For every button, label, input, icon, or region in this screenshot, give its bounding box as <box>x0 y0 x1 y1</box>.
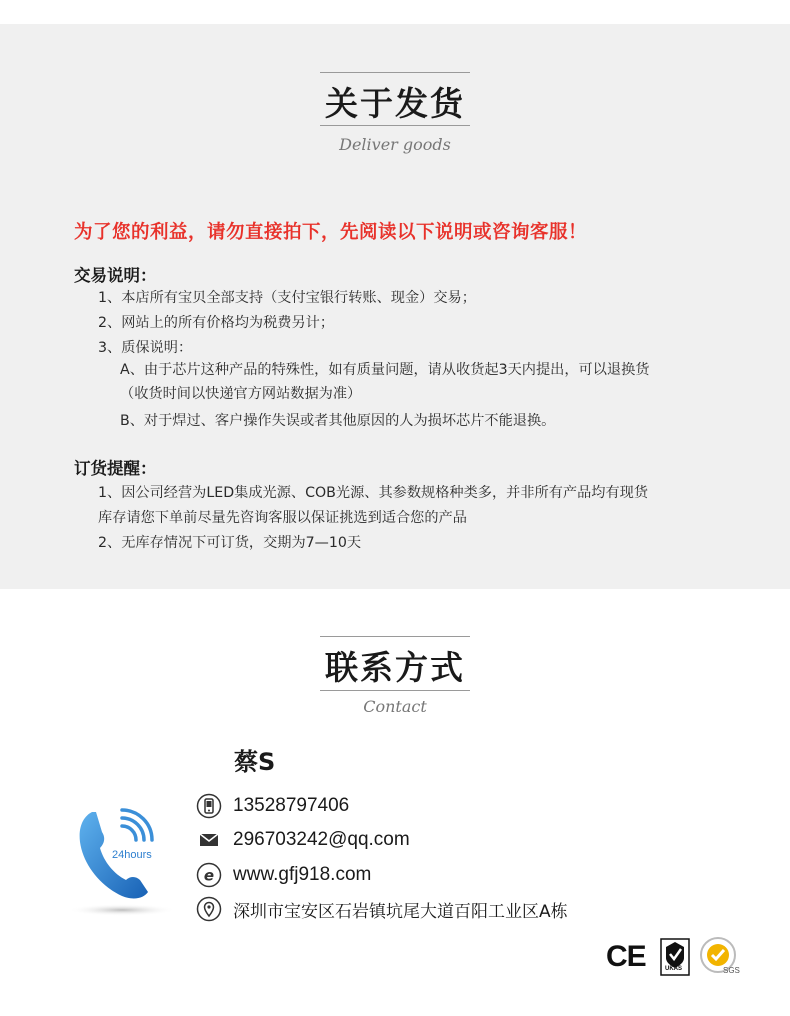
email-address[interactable]: 296703242@qq.com <box>233 829 410 850</box>
ce-mark-text: CE <box>606 940 646 973</box>
shipping-subtitle-block <box>0 135 790 154</box>
envelope-icon <box>196 827 222 853</box>
mobile-phone-icon <box>196 793 222 819</box>
phone-24hours-logo <box>64 800 174 925</box>
ukas-mark-text: UKAS <box>665 966 683 972</box>
contact-subtitle: Contact <box>363 697 427 716</box>
ce-mark <box>606 940 646 974</box>
warranty-line: B、对于焊过、客户操作失误或者其他原因的人为损坏芯片不能退换。 <box>120 413 556 429</box>
trade-item: 3、质保说明： <box>98 340 193 356</box>
location-pin-icon <box>196 896 222 922</box>
website-url[interactable]: www.gfj918.com <box>233 864 372 885</box>
contact-title: 联系方式 <box>325 648 465 687</box>
warning-notice: 为了您的利益，请勿直接拍下，先阅读以下说明或咨询客服！ <box>74 222 588 243</box>
web-e-icon <box>196 862 222 888</box>
contact-subtitle-block <box>0 697 790 716</box>
contact-divider-top <box>320 636 470 637</box>
contact-row-address <box>196 895 568 923</box>
svg-text:e: e <box>203 866 215 885</box>
ukas-mark <box>660 938 690 980</box>
contact-name: 蔡S <box>234 748 276 776</box>
sgs-mark-text: SGS <box>723 966 740 975</box>
shipping-title: 关于发货 <box>325 84 465 123</box>
top-white-strip <box>0 0 790 24</box>
order-item: 1、因公司经营为LED集成光源、COB光源、其参数规格种类多，并非所有产品均有现货 <box>98 485 649 501</box>
title-divider-top <box>320 72 470 73</box>
trade-item: 2、网站上的所有价格均为税费另计； <box>98 315 335 331</box>
contact-row-phone <box>196 792 349 820</box>
order-heading: 订货提醒： <box>74 459 157 478</box>
warranty-line: （收货时间以快递官方网站数据为准） <box>120 386 362 402</box>
order-item: 2、无库存情况下可订货，交期为7—10天 <box>98 535 362 551</box>
contact-row-website <box>196 861 371 889</box>
contact-title-block <box>0 642 790 689</box>
phone-number[interactable]: 13528797406 <box>233 795 350 816</box>
warranty-line: A、由于芯片这种产品的特殊性，如有质量问题，请从收货起3天内提出，可以退换货 <box>120 362 650 378</box>
street-address: 深圳市宝安区石岩镇坑尾大道百阳工业区A栋 <box>233 901 568 922</box>
order-item: 库存请您下单前尽量先咨询客服以保证挑选到适合您的产品 <box>98 510 467 526</box>
sgs-mark <box>698 936 742 980</box>
trade-heading: 交易说明： <box>74 266 157 285</box>
shipping-subtitle: Deliver goods <box>339 135 451 154</box>
shipping-title-block <box>0 78 790 125</box>
contact-row-email <box>196 826 410 854</box>
trade-item: 1、本店所有宝贝全部支持（支付宝银行转账、现金）交易； <box>98 290 476 306</box>
phone-logo-label: 24hours <box>112 849 152 861</box>
title-divider-bottom <box>320 125 470 126</box>
contact-divider-bottom <box>320 690 470 691</box>
